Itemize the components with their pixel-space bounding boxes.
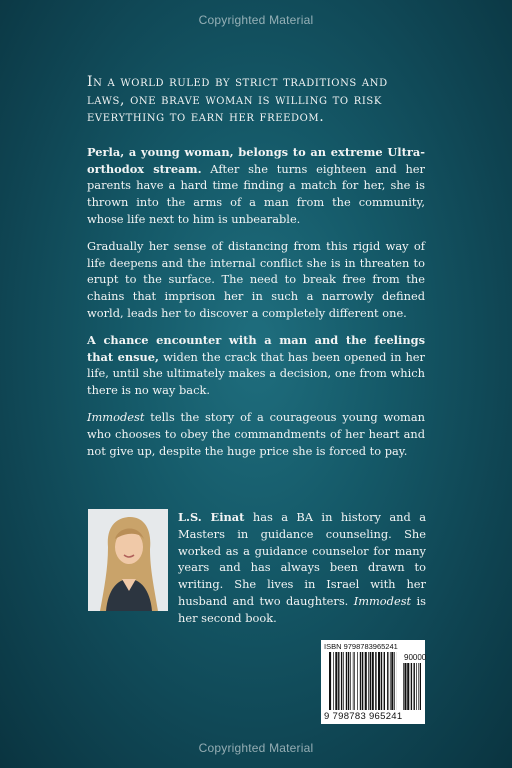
barcode-bar <box>372 652 374 710</box>
paragraph-4 <box>87 409 425 459</box>
barcode-bar <box>384 652 385 710</box>
barcode-bar <box>368 652 369 710</box>
barcode-bar <box>350 652 351 710</box>
barcode-bar <box>357 652 358 710</box>
barcode-bar <box>354 652 355 710</box>
price-code: 90000 <box>404 653 427 662</box>
barcode-bar <box>365 652 367 710</box>
barcode-bar <box>418 663 419 710</box>
paragraph-4-rest: tells the story of a courageous young woman who chooses to obey the commandments of her heart and not give up, despite the huge price she is forced to pay. <box>87 409 425 458</box>
barcode-bar <box>343 652 344 710</box>
paragraph-2 <box>87 238 425 322</box>
barcode-bar <box>381 652 382 710</box>
barcode-bar <box>362 652 363 710</box>
author-bio <box>178 509 426 627</box>
headline <box>87 74 425 127</box>
isbn-barcode <box>321 640 425 724</box>
back-cover-text <box>87 74 425 469</box>
author-bio-text-2: is her second book. <box>178 593 427 625</box>
barcode-bar <box>391 652 393 710</box>
barcode-bar <box>390 652 391 710</box>
barcode-bar <box>341 652 342 710</box>
barcode-bar <box>407 663 409 710</box>
paragraph-4-title: Immodest <box>87 409 145 424</box>
paragraph-1-lead: Perla, a young woman, belongs to an extreme Ultra-orthodox stream. <box>87 144 425 176</box>
barcode-bar <box>403 663 404 710</box>
author-photo <box>88 509 168 611</box>
author-section <box>88 509 427 625</box>
author-portrait-illustration <box>88 509 168 611</box>
barcode-bar <box>394 652 395 710</box>
barcode-bar <box>360 652 361 710</box>
paragraph-3-lead: A chance encounter with a man and the feelings that ensue, <box>87 332 425 364</box>
watermark-top: Copyrighted Material <box>198 13 314 27</box>
barcode-bar <box>333 652 334 710</box>
headline-text: In a world ruled by strict traditions and laws, one brave woman is willing to risk everything to earn her freedom. <box>87 74 388 126</box>
barcode-bar <box>335 652 337 710</box>
barcode-bar <box>338 652 339 710</box>
barcode-bar <box>348 652 349 710</box>
paragraph-2-text: Gradually her sense of distancing from this rigid way of life deepens and the internal conflict she is in threaten to erupt to the surface. The need to break free from the chains that imprison her in such a narrowly defined world, leads her to discover a completely different one. <box>87 238 425 320</box>
author-bio-text-1: has a BA in history and a Masters in guidance counseling. She worked as a guidance counselor for many years and has always been drawn to writing. She lives in Israel with her husband and two daughters. <box>178 510 426 608</box>
watermark-bottom: Copyrighted Material <box>198 741 314 755</box>
barcode-bar <box>420 663 421 710</box>
author-book-title: Immodest <box>353 593 412 608</box>
author-name: L.S. Einat <box>178 510 245 524</box>
paragraph-1 <box>87 144 425 228</box>
isbn-label: ISBN 9798783965241 <box>324 642 398 651</box>
barcode-bar <box>353 652 354 710</box>
barcode-bar <box>404 663 406 710</box>
barcode-bar <box>411 663 412 710</box>
barcode-bar <box>370 652 371 710</box>
ean-digits: 9 798783 965241 <box>324 711 403 722</box>
barcode-bar <box>378 652 380 710</box>
paragraph-3-rest: widen the crack that has been opened in her life, until she ultimately makes a decision, one from which there is no way back. <box>87 349 425 398</box>
barcode-bar <box>387 652 388 710</box>
paragraph-3 <box>87 332 425 399</box>
barcode-bar <box>414 663 415 710</box>
barcode-bar <box>329 652 331 710</box>
barcode-bar <box>346 652 347 710</box>
barcode-bar <box>416 663 417 710</box>
paragraph-1-rest: After she turns eighteen and her parents have a hard time finding a match for her, she is thrown into the arms of a man from the community, whose life next to him is unbearable. <box>87 161 425 226</box>
barcode-bar <box>375 652 376 710</box>
